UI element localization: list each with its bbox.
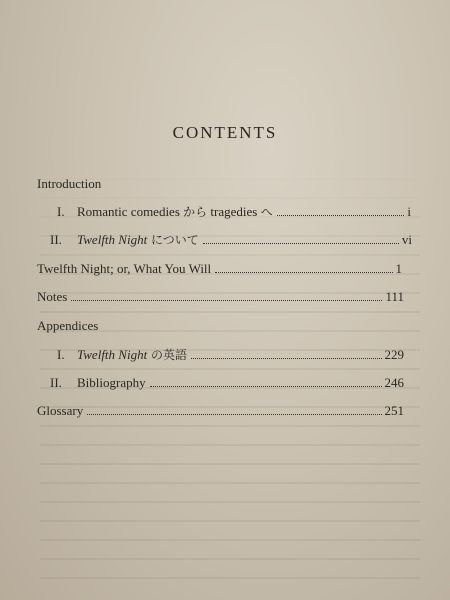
toc-entry-label [50, 232, 199, 248]
page-number: 246 [384, 375, 404, 390]
introduction-heading: Introduction [37, 176, 102, 191]
entry-number: I. [57, 204, 65, 219]
notes-label: Notes [37, 289, 68, 304]
entry-title-italic: Twelfth Night [77, 347, 148, 362]
toc-entry-intro-2 [50, 232, 412, 248]
entry-title-italic: Twelfth Night [77, 232, 148, 247]
dot-leader [203, 243, 399, 244]
toc-entry-intro-1 [57, 204, 411, 220]
dot-leader [215, 272, 392, 273]
entry-number: II. [50, 375, 62, 390]
toc-entry-notes [37, 289, 404, 305]
page-title: CONTENTS [172, 123, 278, 142]
toc-entry-glossary [37, 403, 404, 419]
page-number: vi [401, 232, 412, 247]
dot-leader [150, 386, 382, 387]
page-number: 251 [384, 403, 404, 418]
page-number: i [407, 204, 411, 219]
entry-number: I. [57, 347, 65, 362]
toc-entry-appendix-2 [50, 375, 404, 391]
toc-entry-appendix-1 [57, 347, 404, 363]
page-number: 1 [395, 261, 402, 276]
entry-text: tragedies [207, 204, 261, 219]
appendices-heading: Appendices [37, 318, 99, 333]
entry-text-japanese: から [183, 205, 208, 219]
entry-text-japanese: について [147, 233, 199, 247]
glossary-label: Glossary [37, 403, 84, 418]
entry-number: II. [50, 232, 62, 247]
entry-text-japanese: の英語 [147, 348, 188, 362]
toc-entry-label [50, 375, 146, 391]
dot-leader [191, 358, 381, 359]
dot-leader [87, 414, 381, 415]
toc-entry-play [37, 261, 402, 277]
toc-entry-label [57, 347, 187, 363]
page-number: 111 [385, 289, 404, 304]
play-title-italic: Twelfth Night; or, What You Will [37, 261, 212, 276]
entry-text: Bibliography [77, 375, 146, 390]
dot-leader [277, 215, 405, 216]
toc-entry-label [57, 204, 273, 220]
page-number: 229 [384, 347, 404, 362]
dot-leader [71, 300, 382, 301]
entry-text: Romantic comedies [77, 204, 184, 219]
entry-text-japanese: へ [260, 205, 273, 219]
